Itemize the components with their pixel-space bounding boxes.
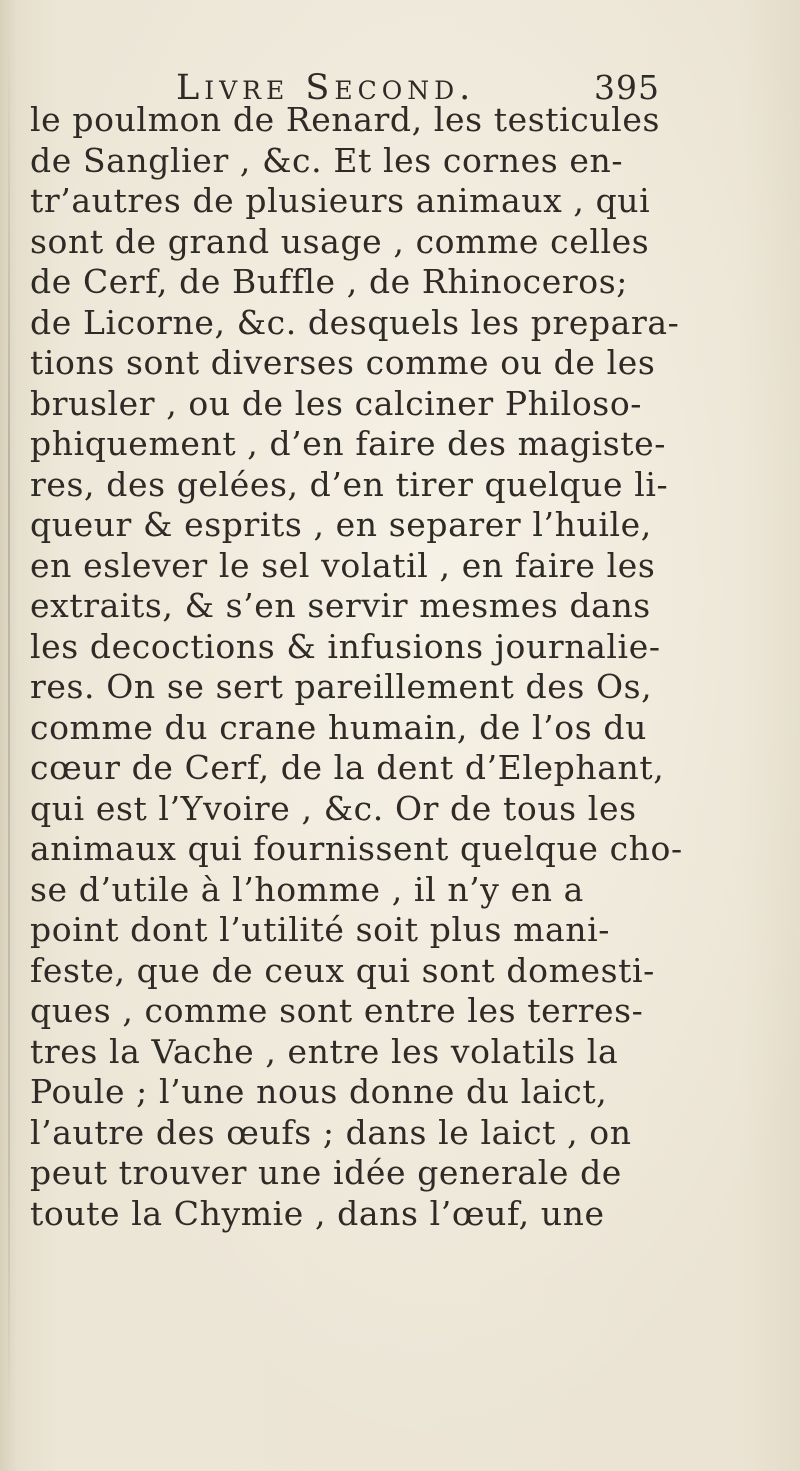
text-line: res, des gelées, d’en tirer quelque li- [30,464,669,504]
page-number: 395 [594,68,660,107]
text-line: tions sont diverses comme ou de les [30,343,656,382]
binding-gutter [8,40,10,1420]
running-title: Livre Second. [176,68,476,108]
text-line: comme du crane humain, de l’os du [30,707,647,747]
text-line: se d’utile à l’homme , il n’y en a [30,869,584,909]
text-line: brusler , ou de les calciner Philoso- [30,383,643,423]
text-line: de Licorne, &c. desquels les prepara- [30,302,680,342]
text-line: res. On se sert pareillement des Os, [30,667,653,706]
text-line: le poulmon de Renard, les testicules [30,100,661,139]
text-line: animaux qui fournissent quelque cho- [30,829,683,868]
text-line: queur & esprits , en separer l’huile, [30,505,652,544]
text-line: l’autre des œufs ; dans le laict , on [30,1112,632,1152]
text-line: ques , comme sont entre les terres- [30,991,644,1030]
text-line: les decoctions & infusions journalie- [30,626,661,666]
text-line: de Sanglier , &c. Et les cornes en- [30,140,624,180]
text-line: point dont l’utilité soit plus mani- [30,910,611,949]
text-line: peut trouver une idée generale de [30,1153,622,1192]
text-line: qui est l’Yvoire , &c. Or de tous les [30,788,637,828]
text-line: sont de grand usage , comme celles [30,221,650,261]
text-line: toute la Chymie , dans l’œuf, une [30,1193,605,1233]
text-line: Poule ; l’une nous donne du laict, [30,1072,608,1111]
text-line: tr’autres de plusieurs animaux , qui [30,181,651,220]
text-line: tres la Vache , entre les volatils la [30,1031,619,1071]
text-line: de Cerf, de Buffle , de Rhinoceros; [30,262,628,301]
text-line: cœur de Cerf, de la dent d’Elephant, [30,748,665,787]
text-line: feste, que de ceux qui sont domesti- [30,950,655,990]
text-line: extraits, & s’en servir mesmes dans [30,586,651,625]
text-line: phiquement , d’en faire des magiste- [30,424,666,463]
body-text [30,100,800,1234]
text-line: en eslever le sel volatil , en faire les [30,545,656,585]
